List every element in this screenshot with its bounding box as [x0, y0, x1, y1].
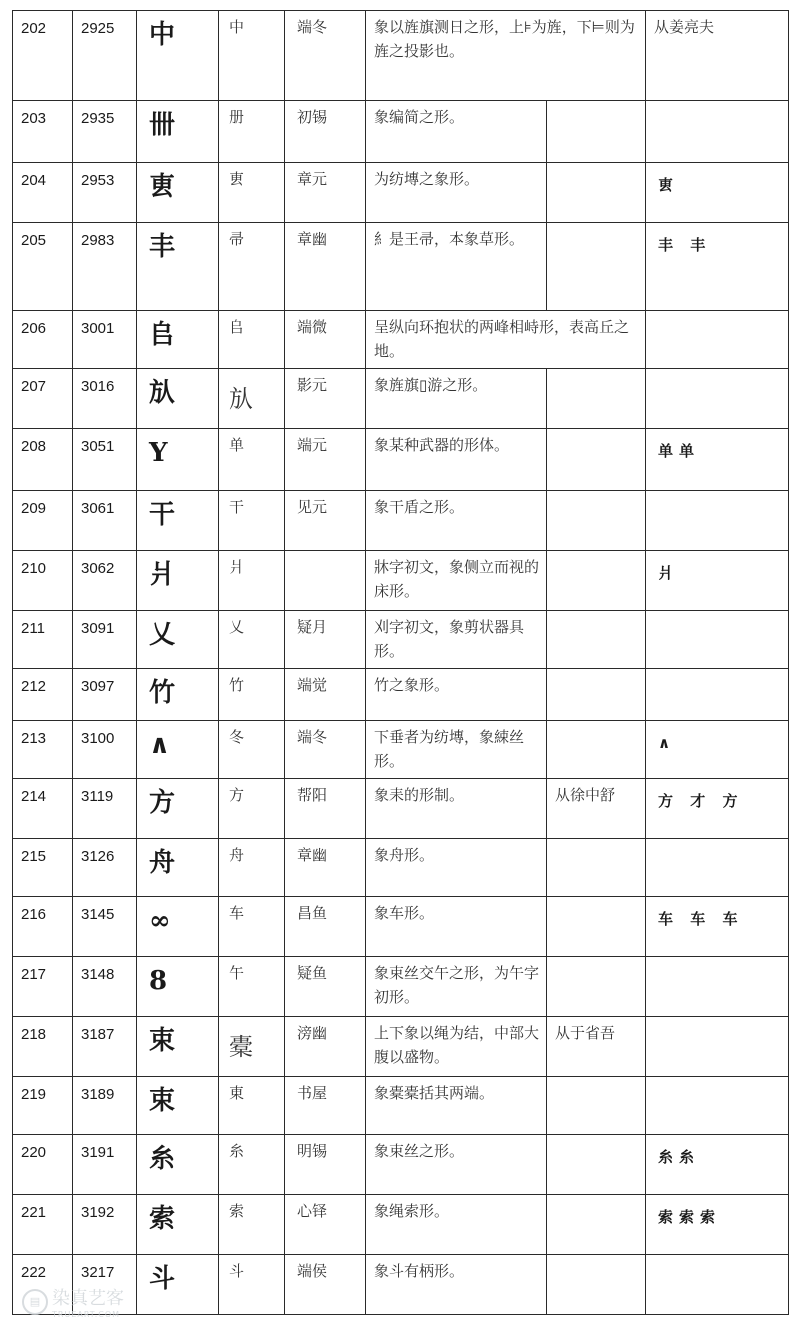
modern-character: 糸 — [219, 1135, 285, 1195]
ancient-glyph-icon — [137, 1135, 219, 1195]
ancient-glyph-icon — [137, 163, 219, 223]
character-code: 3189 — [73, 1077, 137, 1135]
character-code: 3061 — [73, 491, 137, 551]
description: ⺯是王帚，本象草形。 — [366, 223, 547, 311]
description: 象干盾之形。 — [366, 491, 547, 551]
phonetic-category: 明锡 — [285, 1135, 366, 1195]
table-row — [13, 551, 789, 611]
ancient-glyph-icon — [137, 1077, 219, 1135]
phonetic-category: 端元 — [285, 429, 366, 491]
modern-character: 東 — [219, 1077, 285, 1135]
ancient-glyph-icon — [137, 101, 219, 163]
row-number: 215 — [13, 839, 73, 897]
ancient-glyph-icon — [137, 551, 219, 611]
table-row — [13, 897, 789, 957]
ancient-glyph-icon — [137, 721, 219, 779]
note — [547, 669, 646, 721]
character-code: 3001 — [73, 311, 137, 369]
character-code: 3148 — [73, 957, 137, 1017]
watermark — [22, 1284, 124, 1319]
row-number: 207 — [13, 369, 73, 429]
character-table — [12, 10, 789, 1315]
row-number: 205 — [13, 223, 73, 311]
table-row — [13, 1017, 789, 1077]
description: 刈字初文，象剪状器具形。 — [366, 611, 547, 669]
variant-glyphs-icon — [646, 491, 789, 551]
variant-glyphs-icon — [646, 1017, 789, 1077]
ancient-glyph-icon-text: 乂 — [149, 620, 176, 650]
row-number: 210 — [13, 551, 73, 611]
modern-character — [219, 1017, 285, 1077]
row-number: 213 — [13, 721, 73, 779]
modern-character: 冬 — [219, 721, 285, 779]
variant-glyphs-icon: 车 车 车 — [646, 897, 789, 957]
row-number: 222 — [13, 1255, 73, 1315]
description: 象车形。 — [366, 897, 547, 957]
ancient-glyph-icon-text: 叀 — [149, 172, 176, 202]
character-code: 3091 — [73, 611, 137, 669]
character-code: 3145 — [73, 897, 137, 957]
modern-character: 午 — [219, 957, 285, 1017]
table-row — [13, 1077, 789, 1135]
row-number: 211 — [13, 611, 73, 669]
note — [547, 369, 646, 429]
row-number: 217 — [13, 957, 73, 1017]
phonetic-category: 影元 — [285, 369, 366, 429]
ancient-glyph-icon-text: 卌 — [149, 110, 176, 140]
variant-glyphs-icon — [646, 839, 789, 897]
modern-character-text: 橐 — [229, 1033, 253, 1061]
description: 象耒的形制。 — [366, 779, 547, 839]
variant-glyphs-icon: 叀 — [646, 163, 789, 223]
phonetic-category: 疑鱼 — [285, 957, 366, 1017]
note — [547, 101, 646, 163]
table-row — [13, 101, 789, 163]
modern-character: 叀 — [219, 163, 285, 223]
ancient-glyph-icon — [137, 611, 219, 669]
watermark-subtext: TRUEART.COM — [52, 1310, 121, 1319]
row-number: 221 — [13, 1195, 73, 1255]
ancient-glyph-icon-text: 爿 — [149, 560, 176, 590]
character-code: 3192 — [73, 1195, 137, 1255]
variant-glyphs-icon — [646, 101, 789, 163]
ancient-glyph-icon-text: Y — [149, 438, 168, 468]
modern-character: 帚 — [219, 223, 285, 311]
modern-character: 舟 — [219, 839, 285, 897]
ancient-glyph-icon — [137, 779, 219, 839]
note — [547, 1135, 646, 1195]
character-code: 2935 — [73, 101, 137, 163]
note: 从姜亮夫 — [646, 11, 789, 101]
description: 象绳索形。 — [366, 1195, 547, 1255]
note: 从徐中舒 — [547, 779, 646, 839]
note — [547, 957, 646, 1017]
description: 象橐橐括其两端。 — [366, 1077, 547, 1135]
variant-glyphs-icon: 索索索 — [646, 1195, 789, 1255]
table-row — [13, 11, 789, 101]
phonetic-category: 心铎 — [285, 1195, 366, 1255]
variant-glyphs-icon — [646, 1077, 789, 1135]
modern-character: 方 — [219, 779, 285, 839]
phonetic-category: 帮阳 — [285, 779, 366, 839]
variant-glyphs-icon — [646, 369, 789, 429]
modern-character: 车 — [219, 897, 285, 957]
table-row — [13, 369, 789, 429]
description: 竹之象形。 — [366, 669, 547, 721]
note — [547, 1195, 646, 1255]
table-row — [13, 957, 789, 1017]
description: 象旌旗▯游之形。 — [366, 369, 547, 429]
variant-glyphs-icon: 糸糸 — [646, 1135, 789, 1195]
description: 象束丝之形。 — [366, 1135, 547, 1195]
ancient-glyph-icon-text: 束 — [149, 1086, 176, 1116]
ancient-glyph-icon — [137, 957, 219, 1017]
phonetic-category: 端侯 — [285, 1255, 366, 1315]
row-number: 219 — [13, 1077, 73, 1135]
ancient-glyph-icon-text: 中 — [149, 20, 176, 50]
note — [547, 721, 646, 779]
ancient-glyph-icon-text: 索 — [149, 1204, 176, 1234]
row-number: 202 — [13, 11, 73, 101]
character-code: 3051 — [73, 429, 137, 491]
ancient-glyph-icon-text: 舟 — [149, 848, 176, 878]
variant-glyphs-icon: 丰 丰 — [646, 223, 789, 311]
note — [547, 1077, 646, 1135]
table-row — [13, 611, 789, 669]
character-code: 3097 — [73, 669, 137, 721]
note — [547, 163, 646, 223]
phonetic-category: 见元 — [285, 491, 366, 551]
description: 象束丝交午之形，为午字初形。 — [366, 957, 547, 1017]
ancient-glyph-icon — [137, 223, 219, 311]
row-number: 206 — [13, 311, 73, 369]
description: 象某种武器的形体。 — [366, 429, 547, 491]
character-code: 2925 — [73, 11, 137, 101]
phonetic-category: 章幽 — [285, 839, 366, 897]
table-row — [13, 1135, 789, 1195]
table-row — [13, 779, 789, 839]
ancient-glyph-icon-text: 方 — [149, 788, 176, 818]
ancient-glyph-icon — [137, 839, 219, 897]
variant-glyphs-icon: 单单 — [646, 429, 789, 491]
phonetic-category: 章元 — [285, 163, 366, 223]
phonetic-category: 端冬 — [285, 11, 366, 101]
phonetic-category: 章幽 — [285, 223, 366, 311]
ancient-glyph-icon — [137, 311, 219, 369]
table-row — [13, 721, 789, 779]
character-code: 2953 — [73, 163, 137, 223]
table-row — [13, 429, 789, 491]
variant-glyphs-icon: 方 才 方 — [646, 779, 789, 839]
note — [547, 491, 646, 551]
character-code: 3187 — [73, 1017, 137, 1077]
modern-character: 册 — [219, 101, 285, 163]
note — [646, 311, 789, 369]
ancient-glyph-icon — [137, 369, 219, 429]
phonetic-category: 滂幽 — [285, 1017, 366, 1077]
note — [547, 551, 646, 611]
table-row — [13, 223, 789, 311]
modern-character-text: 㫃 — [229, 385, 253, 413]
row-number: 209 — [13, 491, 73, 551]
ancient-glyph-icon-text: 干 — [149, 500, 176, 530]
note — [547, 223, 646, 311]
modern-character: 爿 — [219, 551, 285, 611]
variant-glyphs-icon: ∧ — [646, 721, 789, 779]
modern-character: 干 — [219, 491, 285, 551]
character-code: 3119 — [73, 779, 137, 839]
variant-glyphs-icon — [646, 669, 789, 721]
note: 从于省吾 — [547, 1017, 646, 1077]
modern-character: 单 — [219, 429, 285, 491]
phonetic-category: 书屋 — [285, 1077, 366, 1135]
table-row — [13, 163, 789, 223]
character-code: 3100 — [73, 721, 137, 779]
note — [547, 1255, 646, 1315]
modern-character: 𠂤 — [219, 311, 285, 369]
ancient-glyph-icon-text: ∧ — [149, 730, 171, 760]
ancient-glyph-icon-text: 𠂤 — [149, 320, 176, 350]
ancient-glyph-icon-text: 束 — [149, 1026, 176, 1056]
variant-glyphs-icon — [646, 1255, 789, 1315]
table-row — [13, 1255, 789, 1315]
ancient-glyph-icon-text: 8 — [149, 966, 168, 996]
ancient-glyph-icon-text: 斗 — [149, 1264, 176, 1294]
description: 象以旌旗测日之形，上⊧为旌，下⊨则为旌之投影也。 — [366, 11, 646, 101]
row-number: 203 — [13, 101, 73, 163]
description: 象斗有柄形。 — [366, 1255, 547, 1315]
description: 象舟形。 — [366, 839, 547, 897]
note — [547, 839, 646, 897]
modern-character: 竹 — [219, 669, 285, 721]
modern-character: 斗 — [219, 1255, 285, 1315]
ancient-glyph-icon-text: ∞ — [149, 906, 171, 936]
phonetic-category: 端冬 — [285, 721, 366, 779]
phonetic-category: 初锡 — [285, 101, 366, 163]
description: 呈纵向环抱状的两峰相峙形，表高丘之地。 — [366, 311, 646, 369]
ancient-glyph-icon-text: 丰 — [149, 232, 176, 262]
phonetic-category: 端微 — [285, 311, 366, 369]
modern-character — [219, 369, 285, 429]
ancient-glyph-icon — [137, 669, 219, 721]
modern-character: 乂 — [219, 611, 285, 669]
row-number: 218 — [13, 1017, 73, 1077]
watermark-logo-icon: ▤ — [22, 1289, 48, 1315]
row-number: 220 — [13, 1135, 73, 1195]
note — [547, 429, 646, 491]
table-row — [13, 1195, 789, 1255]
variant-glyphs-icon — [646, 957, 789, 1017]
character-code: 2983 — [73, 223, 137, 311]
ancient-glyph-icon — [137, 491, 219, 551]
description: 下垂者为纺塼，象綀丝形。 — [366, 721, 547, 779]
ancient-glyph-icon — [137, 1255, 219, 1315]
table-row — [13, 311, 789, 369]
row-number: 208 — [13, 429, 73, 491]
note — [547, 611, 646, 669]
ancient-glyph-icon-text: 竹 — [149, 678, 176, 708]
table-body — [13, 11, 789, 1315]
character-code: 3062 — [73, 551, 137, 611]
note — [547, 897, 646, 957]
phonetic-category — [285, 551, 366, 611]
character-code: 3126 — [73, 839, 137, 897]
table-row — [13, 839, 789, 897]
ancient-glyph-icon — [137, 429, 219, 491]
modern-character: 中 — [219, 11, 285, 101]
row-number: 204 — [13, 163, 73, 223]
table-row — [13, 491, 789, 551]
ancient-glyph-icon — [137, 897, 219, 957]
modern-character: 索 — [219, 1195, 285, 1255]
character-code: 3016 — [73, 369, 137, 429]
character-code: 3217 — [73, 1255, 137, 1315]
phonetic-category: 疑月 — [285, 611, 366, 669]
ancient-glyph-icon — [137, 1017, 219, 1077]
description: 牀字初文，象侧立而视的床形。 — [366, 551, 547, 611]
row-number: 214 — [13, 779, 73, 839]
row-number: 212 — [13, 669, 73, 721]
ancient-glyph-icon — [137, 11, 219, 101]
ancient-glyph-icon-text: 糸 — [149, 1144, 176, 1174]
row-number: 216 — [13, 897, 73, 957]
description: 为纺塼之象形。 — [366, 163, 547, 223]
description: 象编简之形。 — [366, 101, 547, 163]
watermark-text: 染真艺客 — [52, 1288, 124, 1309]
character-code: 3191 — [73, 1135, 137, 1195]
description: 上下象以绳为结，中部大腹以盛物。 — [366, 1017, 547, 1077]
phonetic-category: 端觉 — [285, 669, 366, 721]
ancient-glyph-icon — [137, 1195, 219, 1255]
phonetic-category: 昌鱼 — [285, 897, 366, 957]
ancient-glyph-icon-text: 㫃 — [149, 378, 176, 408]
variant-glyphs-icon: 爿 — [646, 551, 789, 611]
table-row — [13, 669, 789, 721]
variant-glyphs-icon — [646, 611, 789, 669]
